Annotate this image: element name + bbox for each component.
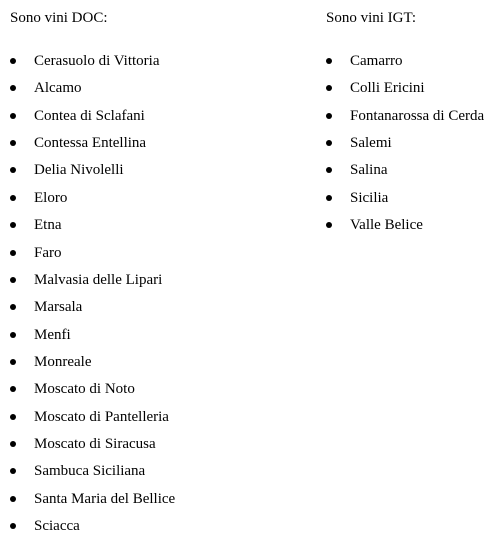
- list-item: [10, 52, 310, 79]
- list-item: [10, 298, 310, 325]
- bullet-icon: [10, 58, 16, 64]
- bullet-icon: [326, 167, 332, 173]
- list-item-label: Faro: [34, 244, 62, 261]
- bullet-icon: [326, 58, 332, 64]
- bullet-icon: [10, 332, 16, 338]
- list-item-label: Fontanarossa di Cerda: [350, 107, 485, 124]
- list-item-label: Valle Belice: [350, 217, 423, 234]
- list-item-label: Colli Ericini: [350, 80, 425, 97]
- list-item: [326, 79, 496, 106]
- list-item-label: Etna: [34, 217, 62, 234]
- bullet-icon: [10, 441, 16, 447]
- doc-heading: Sono vini DOC:: [10, 10, 108, 26]
- bullet-icon: [10, 195, 16, 201]
- bullet-icon: [10, 468, 16, 474]
- list-item-label: Sicilia: [350, 189, 389, 206]
- list-item: [10, 380, 310, 407]
- bullet-icon: [10, 523, 16, 529]
- list-item: [10, 134, 310, 161]
- list-item: [10, 435, 310, 462]
- bullet-icon: [326, 113, 332, 119]
- list-item-label: Contea di Sclafani: [34, 107, 145, 124]
- doc-list: [10, 52, 310, 544]
- bullet-icon: [10, 85, 16, 91]
- list-item-label: Salemi: [350, 135, 392, 152]
- list-item: [326, 52, 496, 79]
- list-item-label: Sambuca Siciliana: [34, 463, 146, 480]
- bullet-icon: [10, 386, 16, 392]
- list-item-label: Malvasia delle Lipari: [34, 271, 163, 288]
- list-item: [326, 189, 496, 216]
- bullet-icon: [10, 250, 16, 256]
- list-item-label: Camarro: [350, 53, 403, 69]
- list-item: [326, 134, 496, 161]
- list-item-label: Cerasuolo di Vittoria: [34, 53, 160, 69]
- list-item: [10, 216, 310, 243]
- list-item-label: Menfi: [34, 326, 71, 343]
- list-item: [326, 107, 496, 134]
- list-item: [10, 462, 310, 489]
- bullet-icon: [326, 140, 332, 146]
- list-item: [10, 161, 310, 188]
- list-item: [10, 408, 310, 435]
- list-item: [10, 79, 310, 106]
- list-item: [10, 490, 310, 517]
- bullet-icon: [326, 85, 332, 91]
- list-item-label: Moscato di Noto: [34, 381, 135, 398]
- list-item-label: Santa Maria del Bellice: [34, 490, 176, 507]
- list-item-label: Salina: [350, 162, 388, 179]
- list-item: [326, 161, 496, 188]
- bullet-icon: [10, 113, 16, 119]
- bullet-icon: [10, 304, 16, 310]
- bullet-icon: [326, 195, 332, 201]
- list-item: [10, 107, 310, 134]
- bullet-icon: [10, 140, 16, 146]
- list-item: [326, 216, 496, 243]
- list-item-label: Moscato di Siracusa: [34, 436, 156, 453]
- list-item-label: Marsala: [34, 299, 83, 316]
- list-item: [10, 353, 310, 380]
- list-item-label: Moscato di Pantelleria: [34, 408, 169, 425]
- igt-column: [326, 9, 496, 234]
- igt-list: [326, 52, 496, 244]
- bullet-icon: [10, 414, 16, 420]
- list-item-label: Contessa Entellina: [34, 135, 147, 152]
- igt-heading: Sono vini IGT:: [326, 10, 417, 26]
- list-item: [10, 189, 310, 216]
- bullet-icon: [326, 222, 332, 228]
- list-item-label: Alcamo: [34, 80, 82, 97]
- list-item-label: Eloro: [34, 189, 68, 206]
- list-item: [10, 244, 310, 271]
- bullet-icon: [10, 496, 16, 502]
- bullet-icon: [10, 359, 16, 365]
- list-item-label: Sciacca: [34, 518, 80, 535]
- bullet-icon: [10, 222, 16, 228]
- list-item: [10, 271, 310, 298]
- list-item-label: Delia Nivolelli: [34, 162, 124, 179]
- bullet-icon: [10, 167, 16, 173]
- list-item: [10, 517, 310, 544]
- bullet-icon: [10, 277, 16, 283]
- list-item: [10, 326, 310, 353]
- doc-column: [10, 9, 310, 535]
- list-item-label: Monreale: [34, 353, 92, 370]
